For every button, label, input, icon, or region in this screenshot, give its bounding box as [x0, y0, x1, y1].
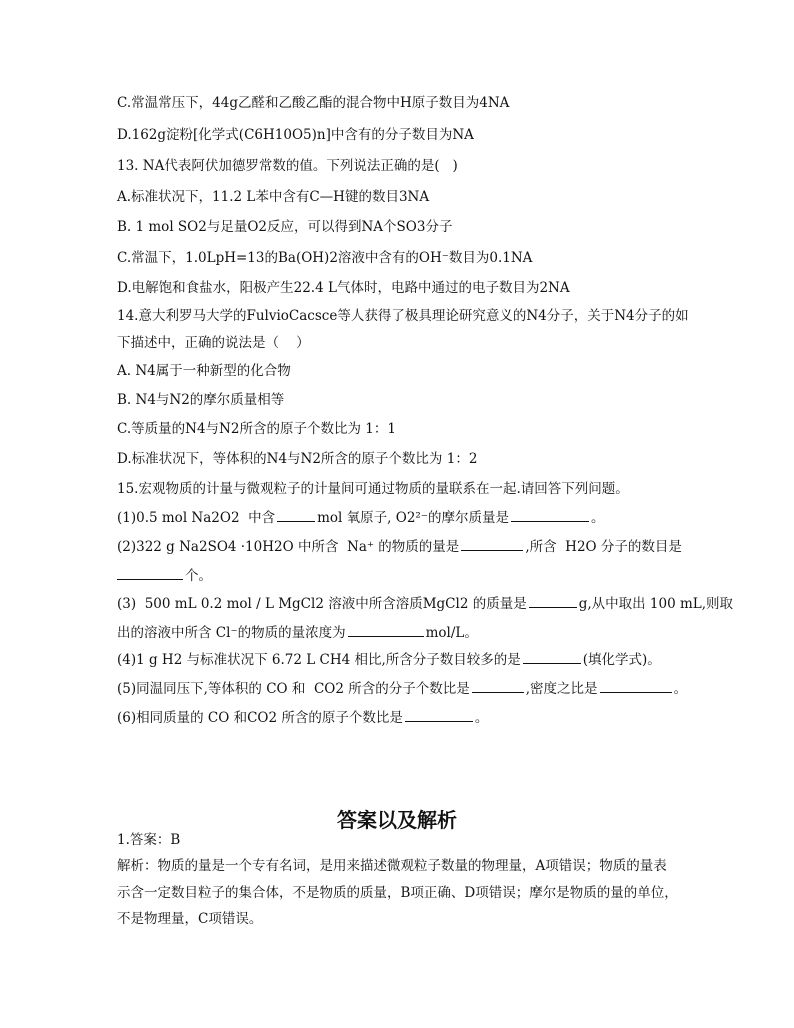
answer-1 — [117, 831, 180, 849]
answer-blank[interactable] — [348, 624, 424, 637]
text: g,从中取出 100 mL,则取 — [578, 596, 734, 612]
answer-blank[interactable] — [461, 538, 523, 551]
text: (6)相同质量的 CO 和CO2 所含的原子个数比是 — [117, 710, 403, 726]
explanation-line-1 — [117, 857, 667, 875]
answer-blank[interactable] — [600, 680, 672, 693]
question-14-option-b — [117, 391, 284, 409]
question-15-stem — [117, 480, 629, 498]
text: 示含一定数目粒子的集合体，不是物质的质量，B项正确、D项错误；摩尔是物质的量的单位， — [117, 885, 678, 901]
text: A. N4属于一种新型的化合物 — [117, 363, 291, 379]
text: D.标准状况下，等体积的N4与N2所含的原子个数比为 1：2 — [117, 451, 478, 467]
text: 1.答案：B — [117, 832, 181, 848]
question-13-option-d — [117, 279, 570, 297]
question-14-stem-2 — [117, 334, 310, 352]
text: 不是物理量，C项错误。 — [117, 911, 263, 927]
option-d-line — [117, 126, 474, 144]
text: 解析：物质的量是一个专有名词，是用来描述微观粒子数量的物理量，A项错误；物质的量表 — [117, 858, 667, 874]
text: C.常温常压下，44g乙醛和乙酸乙酯的混合物中H原子数目为4NA — [117, 95, 510, 111]
text: D.电解饱和食盐水，阳极产生22.4 L气体时，电路中通过的电子数目为2NA — [117, 280, 570, 296]
text: B. N4与N2的摩尔质量相等 — [117, 392, 285, 408]
explanation-line-3 — [117, 910, 262, 928]
text: (2)322 g Na2SO4 ·10H2O 中所含 Na⁺ 的物质的量是 — [117, 539, 460, 555]
question-15-part-3-cont — [117, 624, 478, 642]
text: mol/L。 — [425, 625, 478, 641]
question-15-part-4 — [117, 651, 661, 669]
text: C.常温下，1.0LpH=13的Ba(OH)2溶液中含有的OH⁻数目为0.1NA — [117, 250, 533, 266]
question-15-part-6 — [117, 709, 488, 727]
text: D.162g淀粉[化学式(C6H10O5)n]中含有的分子数目为NA — [117, 127, 474, 143]
text: (填化学式)。 — [582, 652, 661, 668]
text: 。 — [474, 710, 489, 726]
question-15-part-5 — [117, 680, 687, 698]
text: (4)1 g H2 与标准状况下 6.72 L CH4 相比,所含分子数目较多的是 — [117, 652, 521, 668]
text: 下描述中，正确的说法是（ ） — [117, 335, 310, 351]
answer-blank[interactable] — [277, 509, 315, 522]
text: 。 — [673, 681, 688, 697]
text: 14.意大利罗马大学的FulvioCacsce等人获得了极具理论研究意义的N4分子，关于N4分子的如 — [117, 308, 689, 324]
question-15-part-3 — [117, 595, 733, 613]
question-13-option-b — [117, 218, 452, 236]
answer-blank[interactable] — [511, 509, 589, 522]
option-c-line — [117, 94, 509, 112]
answer-blank[interactable] — [472, 680, 524, 693]
text: A.标准状况下，11.2 L苯中含有C—H键的数目3NA — [117, 189, 430, 205]
text: (3) 500 mL 0.2 mol / L MgCl2 溶液中所含溶质MgCl2 的质量是 — [117, 596, 527, 612]
question-14-option-a — [117, 362, 291, 380]
question-13-option-a — [117, 188, 429, 206]
explanation-line-2 — [117, 884, 678, 902]
question-15-part-2 — [117, 538, 682, 556]
text: ,密度之比是 — [525, 681, 598, 697]
question-15-part-2-cont — [117, 567, 212, 585]
answers-title: 答案以及解析 — [337, 808, 457, 832]
question-13-stem — [117, 157, 458, 175]
question-13-option-c — [117, 249, 532, 267]
text: C.等质量的N4与N2所含的原子个数比为 1：1 — [117, 421, 396, 437]
question-14-option-d — [117, 450, 477, 468]
text: ,所含 H2O 分子的数目是 — [525, 539, 682, 555]
answer-blank[interactable] — [529, 595, 577, 608]
text: B. 1 mol SO2与足量O2反应，可以得到NA个SO3分子 — [117, 219, 453, 235]
text: 个。 — [185, 568, 212, 584]
question-14-option-c — [117, 420, 396, 438]
answer-blank[interactable] — [117, 567, 183, 580]
question-15-part-1 — [117, 509, 604, 527]
text: 13. NA代表阿伏加德罗常数的值。下列说法正确的是( ) — [117, 158, 458, 174]
question-14-stem-1 — [117, 307, 689, 325]
answer-blank[interactable] — [405, 709, 473, 722]
text: (5)同温同压下,等体积的 CO 和 CO2 所含的分子个数比是 — [117, 681, 470, 697]
text: 15.宏观物质的计量与微观粒子的计量间可通过物质的量联系在一起.请回答下列问题。 — [117, 481, 629, 497]
text: 。 — [590, 510, 605, 526]
answer-blank[interactable] — [523, 651, 581, 664]
text: (1)0.5 mol Na2O2 中含 — [117, 510, 276, 526]
text: 出的溶液中所含 Cl⁻的物质的量浓度为 — [117, 625, 346, 641]
text: mol 氧原子, O2²⁻的摩尔质量是 — [317, 510, 509, 526]
